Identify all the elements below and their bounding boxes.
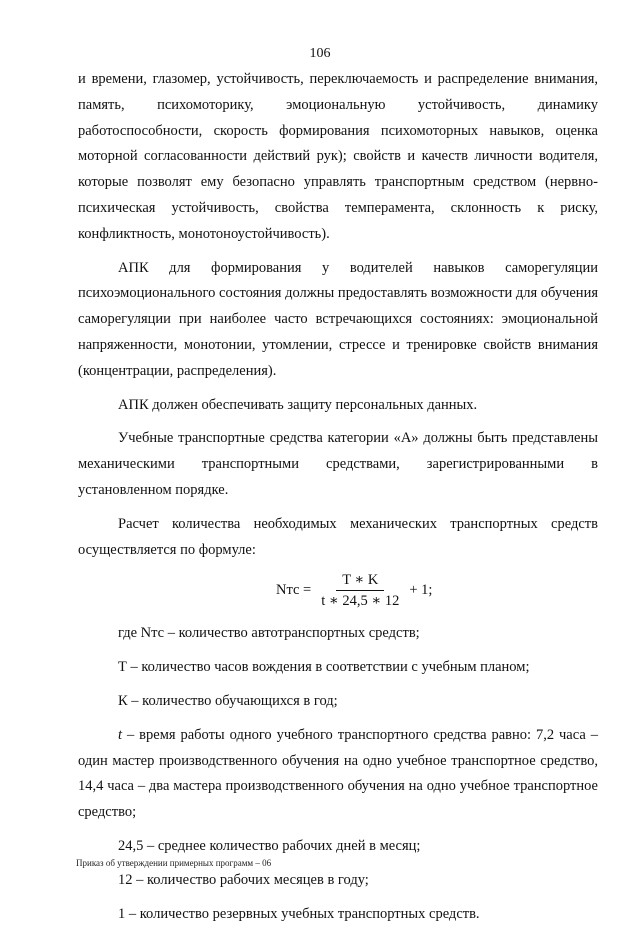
- definition-t-hours: Т – количество часов вождения в соответствии с учебным планом;: [118, 659, 530, 676]
- paragraph-vehicles: Учебные транспортные средства категории «А» должны быть представлены механическими транспортными средствами, зарегистрированными в установленном порядке.: [78, 430, 598, 498]
- definition-workdays: 24,5 – среднее количество рабочих дней в месяц;: [118, 837, 421, 854]
- definition-t-variable: t: [118, 726, 123, 743]
- definition-months: 12 – количество рабочих месяцев в году;: [118, 871, 369, 888]
- formula-block: [78, 565, 598, 617]
- page-number: 106: [309, 46, 331, 61]
- paragraph-calculation: Расчет количества необходимых механических транспортных средств осуществляется по формуле:: [78, 515, 598, 558]
- formula-denominator: t ∗ 24,5 ∗ 12: [321, 593, 400, 610]
- definition-t-text: – время работы одного учебного транспортного средства равно: 7,2 часа – один мастер производственного обучения на одно учебное транспортное средство, 14,4 часа – два мастера производственного обучения на одно учебное транспортное средство;: [78, 726, 598, 821]
- definition-t-time: [78, 723, 598, 826]
- formula-tail: + 1;: [409, 581, 433, 598]
- paragraph-psychophysiology: и времени, глазомер, устойчивость, переключаемость и распределение внимания, память, психомоторику, эмоциональную устойчивость, динамику работоспособности, скорость формирования психомоторных навыков, оценка моторной согласованности действий рук); свойств и качеств личности водителя, которые позволят ему безопасно управлять транспортным средством (нервно-психическая устойчивость, свойства темперамента, склонность к риску, конфликтность, монотоноустойчивость).: [78, 71, 598, 242]
- paragraph-self-regulation: АПК для формирования у водителей навыков саморегуляции психоэмоционального состояния должны предоставлять возможности для обучения саморегуляции при наиболее часто встречающихся состояниях: эмоциональной напряженности, монотонии, утомлении, стрессе и тренировке свойств внимания (концентрации, распределения).: [78, 259, 598, 379]
- formula-fraction: [315, 571, 405, 610]
- footer-note: Приказ об утверждении примерных программ – 06: [76, 858, 272, 868]
- definition-reserve: 1 – количество резервных учебных транспортных средств.: [118, 905, 480, 922]
- formula: [276, 571, 432, 610]
- paragraph-data-protection: АПК должен обеспечивать защиту персональных данных.: [118, 396, 478, 413]
- document-body: [78, 67, 598, 927]
- formula-numerator: T ∗ K: [336, 571, 384, 591]
- definition-k-students: К – количество обучающихся в год;: [118, 692, 338, 709]
- definition-ntc: где Nтс – количество автотранспортных средств;: [118, 625, 420, 642]
- formula-lhs: Nтс =: [276, 581, 312, 598]
